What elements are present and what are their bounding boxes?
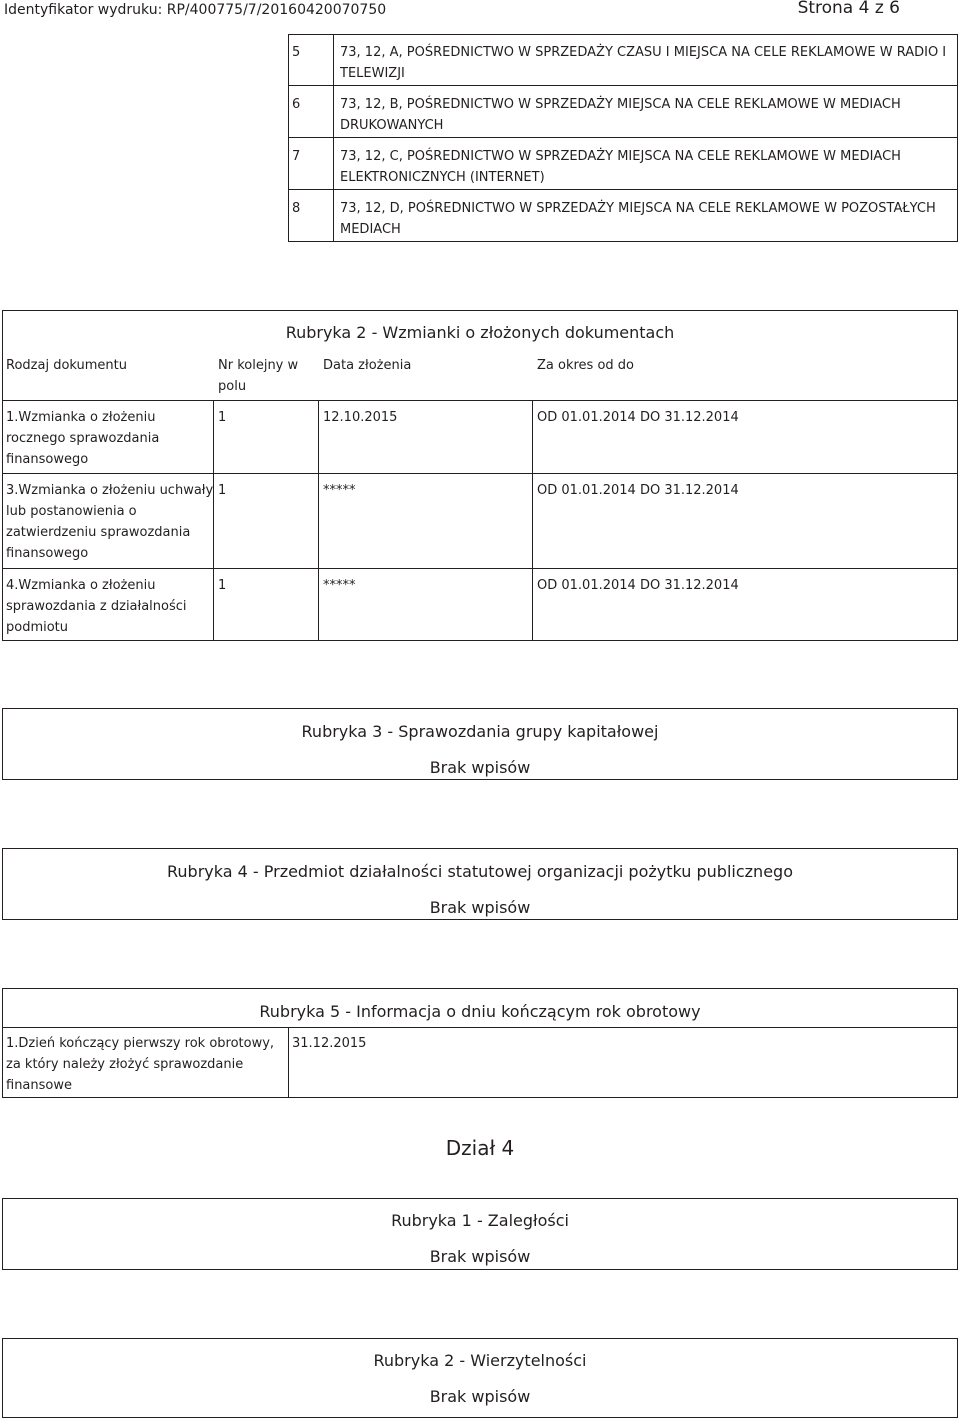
print-identifier: Identyfikator wydruku: RP/400775/7/20160420070750 — [4, 2, 387, 18]
column-header-rodzaj: Rodzaj dokumentu — [6, 358, 127, 373]
cell-rodzaj: 3.Wzmianka o złożeniu uchwały lub postanowienia o zatwierdzeniu sprawozdania finansowego — [6, 483, 214, 561]
pkd-row-text: 73, 12, C, POŚREDNICTWO W SPRZEDAŻY MIEJSCA NA CELE REKLAMOWE W MEDIACH ELEKTRONICZNYCH (INTERNET) — [340, 149, 901, 185]
cell-nr: 1 — [218, 578, 227, 593]
rubryka5-value: 31.12.2015 — [292, 1036, 367, 1051]
page-number: Strona 4 z 6 — [797, 0, 900, 18]
cell-data: 12.10.2015 — [323, 410, 398, 425]
pkd-row-number: 5 — [292, 45, 301, 60]
rubryka4-title: Rubryka 4 - Przedmiot działalności statutowej organizacji pożytku publicznego — [167, 862, 793, 881]
cell-data: ***** — [323, 483, 356, 498]
rubryka2-title: Rubryka 2 - Wzmianki o złożonych dokumentach — [285, 323, 675, 342]
cell-okres: OD 01.01.2014 DO 31.12.2014 — [537, 483, 739, 498]
cell-okres: OD 01.01.2014 DO 31.12.2014 — [537, 410, 739, 425]
dzial4-rubryka2-title: Rubryka 2 - Wierzytelności — [373, 1351, 587, 1370]
cell-okres: OD 01.01.2014 DO 31.12.2014 — [537, 578, 739, 593]
cell-rodzaj: 1.Wzmianka o złożeniu rocznego sprawozdania finansowego — [6, 410, 160, 467]
cell-data: ***** — [323, 578, 356, 593]
pkd-row-text: 73, 12, B, POŚREDNICTWO W SPRZEDAŻY MIEJSCA NA CELE REKLAMOWE W MEDIACH DRUKOWANYCH — [340, 97, 901, 133]
pkd-row-text: 73, 12, D, POŚREDNICTWO W SPRZEDAŻY MIEJSCA NA CELE REKLAMOWE W POZOSTAŁYCH MEDIACH — [340, 201, 936, 237]
pkd-row-number: 6 — [292, 97, 301, 112]
rubryka5-label: 1.Dzień kończący pierwszy rok obrotowy, za który należy złożyć sprawozdanie finansowe — [6, 1036, 275, 1093]
rubryka3-title: Rubryka 3 - Sprawozdania grupy kapitałowej — [301, 722, 659, 741]
pkd-row-text: 73, 12, A, POŚREDNICTWO W SPRZEDAŻY CZASU I MIEJSCA NA CELE REKLAMOWE W RADIO I TELEWIZJI — [340, 45, 947, 81]
column-header-data: Data złożenia — [323, 358, 412, 373]
dzial4-rubryka1-empty: Brak wpisów — [429, 1247, 531, 1266]
cell-rodzaj: 4.Wzmianka o złożeniu sprawozdania z działalności podmiotu — [6, 578, 187, 635]
pkd-row-number: 7 — [292, 149, 301, 164]
rubryka4-empty: Brak wpisów — [429, 898, 531, 917]
pkd-row-number: 8 — [292, 201, 301, 216]
column-header-okres: Za okres od do — [537, 358, 634, 373]
section-title: Dział 4 — [445, 1136, 515, 1160]
rubryka5-title: Rubryka 5 - Informacja o dniu kończącym rok obrotowy — [259, 1002, 701, 1021]
cell-nr: 1 — [218, 410, 227, 425]
cell-nr: 1 — [218, 483, 227, 498]
dzial4-rubryka2-empty: Brak wpisów — [429, 1387, 531, 1406]
column-header-nr: Nr kolejny w polu — [218, 358, 299, 394]
rubryka3-empty: Brak wpisów — [429, 758, 531, 777]
dzial4-rubryka1-title: Rubryka 1 - Zaległości — [391, 1211, 569, 1230]
